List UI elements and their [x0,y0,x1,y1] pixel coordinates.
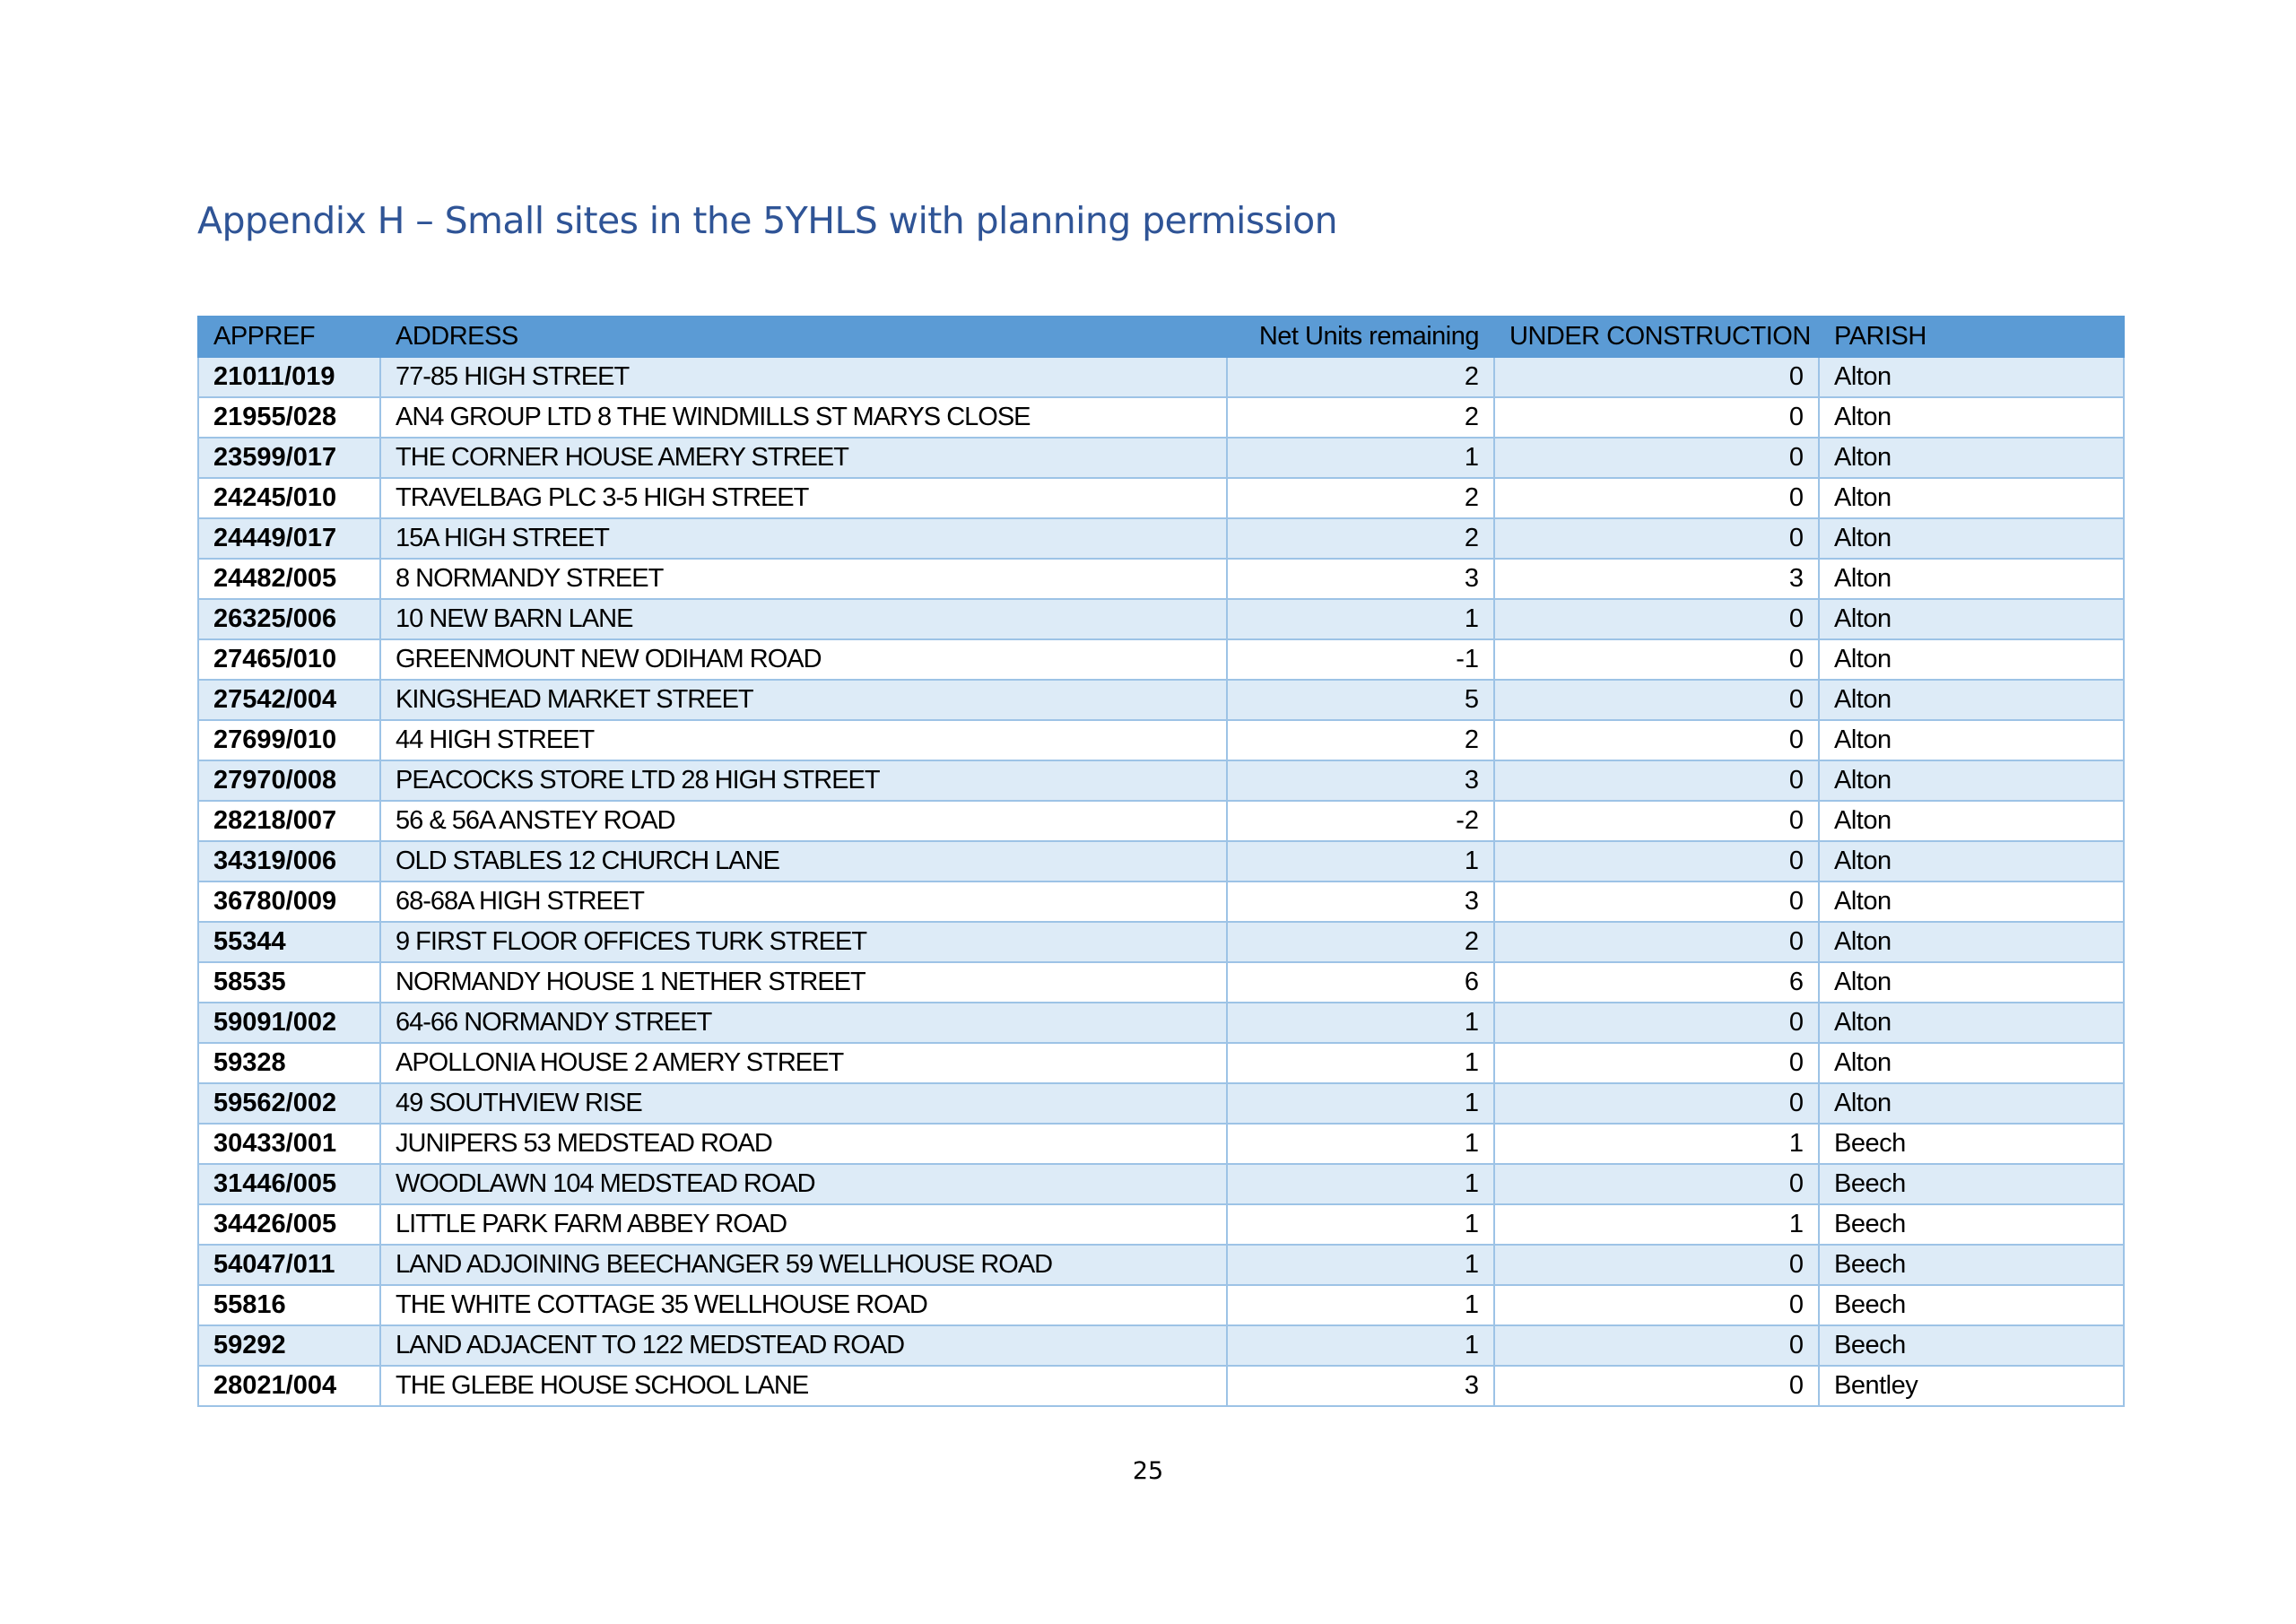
cell-under-construction: 0 [1494,1325,1819,1366]
table-row [198,841,2124,881]
cell-appref: 28218/007 [198,801,380,841]
cell-under-construction: 1 [1494,1204,1819,1245]
cell-parish: Alton [1819,397,2124,438]
cell-parish: Beech [1819,1164,2124,1204]
cell-net-units: 1 [1227,599,1494,639]
cell-address: NORMANDY HOUSE 1 NETHER STREET [380,962,1227,1003]
cell-address: 44 HIGH STREET [380,720,1227,760]
cell-parish: Alton [1819,1043,2124,1083]
cell-net-units: 2 [1227,478,1494,518]
cell-net-units: 2 [1227,357,1494,397]
cell-appref: 24449/017 [198,518,380,559]
cell-address: 68-68A HIGH STREET [380,881,1227,922]
table-row [198,1325,2124,1366]
cell-net-units: 5 [1227,680,1494,720]
cell-parish: Beech [1819,1285,2124,1325]
cell-address: JUNIPERS 53 MEDSTEAD ROAD [380,1124,1227,1164]
cell-address: 64-66 NORMANDY STREET [380,1003,1227,1043]
cell-address: TRAVELBAG PLC 3-5 HIGH STREET [380,478,1227,518]
cell-parish: Alton [1819,760,2124,801]
cell-parish: Alton [1819,881,2124,922]
cell-under-construction: 0 [1494,639,1819,680]
cell-appref: 34426/005 [198,1204,380,1245]
cell-appref: 24482/005 [198,559,380,599]
column-header-appref: APPREF [198,317,380,357]
cell-appref: 55816 [198,1285,380,1325]
cell-address: APOLLONIA HOUSE 2 AMERY STREET [380,1043,1227,1083]
cell-parish: Alton [1819,962,2124,1003]
cell-parish: Beech [1819,1124,2124,1164]
cell-under-construction: 0 [1494,881,1819,922]
cell-parish: Alton [1819,922,2124,962]
table-row [198,680,2124,720]
cell-address: LAND ADJACENT TO 122 MEDSTEAD ROAD [380,1325,1227,1366]
cell-parish: Beech [1819,1204,2124,1245]
cell-under-construction: 0 [1494,1164,1819,1204]
cell-net-units: -1 [1227,639,1494,680]
cell-parish: Alton [1819,357,2124,397]
cell-under-construction: 0 [1494,518,1819,559]
cell-parish: Alton [1819,801,2124,841]
cell-net-units: 1 [1227,1285,1494,1325]
cell-under-construction: 0 [1494,801,1819,841]
table-row [198,357,2124,397]
cell-appref: 27542/004 [198,680,380,720]
cell-address: 9 FIRST FLOOR OFFICES TURK STREET [380,922,1227,962]
cell-address: 49 SOUTHVIEW RISE [380,1083,1227,1124]
cell-parish: Alton [1819,1083,2124,1124]
cell-under-construction: 0 [1494,680,1819,720]
cell-parish: Beech [1819,1325,2124,1366]
cell-appref: 36780/009 [198,881,380,922]
cell-net-units: 3 [1227,1366,1494,1406]
cell-under-construction: 0 [1494,760,1819,801]
cell-address: 56 & 56A ANSTEY ROAD [380,801,1227,841]
table-row [198,518,2124,559]
cell-under-construction: 0 [1494,841,1819,881]
cell-net-units: -2 [1227,801,1494,841]
cell-address: THE WHITE COTTAGE 35 WELLHOUSE ROAD [380,1285,1227,1325]
cell-appref: 59328 [198,1043,380,1083]
cell-net-units: 1 [1227,438,1494,478]
cell-address: LAND ADJOINING BEECHANGER 59 WELLHOUSE ROAD [380,1245,1227,1285]
cell-parish: Alton [1819,639,2124,680]
cell-under-construction: 0 [1494,1003,1819,1043]
table-row [198,1124,2124,1164]
cell-appref: 27465/010 [198,639,380,680]
cell-appref: 26325/006 [198,599,380,639]
column-header-address: ADDRESS [380,317,1227,357]
cell-appref: 55344 [198,922,380,962]
cell-address: 8 NORMANDY STREET [380,559,1227,599]
table-row [198,438,2124,478]
cell-under-construction: 0 [1494,397,1819,438]
cell-address: LITTLE PARK FARM ABBEY ROAD [380,1204,1227,1245]
cell-parish: Alton [1819,599,2124,639]
table-row [198,922,2124,962]
cell-under-construction: 0 [1494,1245,1819,1285]
table-header-row [198,317,2124,357]
table-row [198,1164,2124,1204]
cell-parish: Alton [1819,720,2124,760]
table-row [198,962,2124,1003]
table-row [198,1003,2124,1043]
cell-net-units: 1 [1227,1245,1494,1285]
cell-under-construction: 6 [1494,962,1819,1003]
cell-address: THE GLEBE HOUSE SCHOOL LANE [380,1366,1227,1406]
cell-net-units: 2 [1227,922,1494,962]
cell-net-units: 6 [1227,962,1494,1003]
cell-under-construction: 0 [1494,357,1819,397]
cell-address: GREENMOUNT NEW ODIHAM ROAD [380,639,1227,680]
cell-appref: 59091/002 [198,1003,380,1043]
cell-address: WOODLAWN 104 MEDSTEAD ROAD [380,1164,1227,1204]
table-row [198,1043,2124,1083]
cell-address: THE CORNER HOUSE AMERY STREET [380,438,1227,478]
cell-address: 15A HIGH STREET [380,518,1227,559]
cell-address: PEACOCKS STORE LTD 28 HIGH STREET [380,760,1227,801]
cell-appref: 27970/008 [198,760,380,801]
table-row [198,1285,2124,1325]
cell-net-units: 1 [1227,1204,1494,1245]
cell-net-units: 3 [1227,881,1494,922]
cell-address: AN4 GROUP LTD 8 THE WINDMILLS ST MARYS CLOSE [380,397,1227,438]
cell-parish: Alton [1819,478,2124,518]
cell-net-units: 1 [1227,1164,1494,1204]
cell-net-units: 1 [1227,1083,1494,1124]
cell-appref: 34319/006 [198,841,380,881]
table-row [198,1366,2124,1406]
table-row [198,760,2124,801]
cell-under-construction: 0 [1494,1043,1819,1083]
cell-appref: 54047/011 [198,1245,380,1285]
cell-under-construction: 0 [1494,478,1819,518]
cell-parish: Alton [1819,680,2124,720]
cell-under-construction: 0 [1494,599,1819,639]
cell-under-construction: 0 [1494,720,1819,760]
table-row [198,1083,2124,1124]
cell-appref: 59562/002 [198,1083,380,1124]
cell-parish: Alton [1819,559,2124,599]
cell-address: 77-85 HIGH STREET [380,357,1227,397]
cell-net-units: 2 [1227,518,1494,559]
table-row [198,801,2124,841]
cell-address: 10 NEW BARN LANE [380,599,1227,639]
cell-net-units: 2 [1227,397,1494,438]
table-row [198,478,2124,518]
cell-under-construction: 0 [1494,922,1819,962]
cell-appref: 21955/028 [198,397,380,438]
cell-under-construction: 3 [1494,559,1819,599]
table-row [198,1245,2124,1285]
column-header-parish: PARISH [1819,317,2124,357]
column-header-under-construction: UNDER CONSTRUCTION [1494,317,1819,357]
cell-net-units: 1 [1227,1124,1494,1164]
cell-address: OLD STABLES 12 CHURCH LANE [380,841,1227,881]
cell-net-units: 1 [1227,1043,1494,1083]
cell-appref: 21011/019 [198,357,380,397]
cell-appref: 31446/005 [198,1164,380,1204]
cell-under-construction: 0 [1494,438,1819,478]
cell-under-construction: 0 [1494,1285,1819,1325]
page-title: Appendix H – Small sites in the 5YHLS with planning permission [197,199,1338,242]
cell-net-units: 2 [1227,720,1494,760]
cell-parish: Alton [1819,1003,2124,1043]
cell-appref: 24245/010 [198,478,380,518]
cell-net-units: 1 [1227,1325,1494,1366]
cell-appref: 58535 [198,962,380,1003]
cell-under-construction: 0 [1494,1083,1819,1124]
cell-net-units: 3 [1227,559,1494,599]
cell-appref: 30433/001 [198,1124,380,1164]
small-sites-table [197,316,2125,1407]
cell-parish: Beech [1819,1245,2124,1285]
cell-under-construction: 0 [1494,1366,1819,1406]
table-body [198,357,2124,1406]
table-row [198,397,2124,438]
table-row [198,559,2124,599]
table-row [198,881,2124,922]
table-row [198,720,2124,760]
cell-parish: Alton [1819,841,2124,881]
cell-appref: 59292 [198,1325,380,1366]
cell-parish: Bentley [1819,1366,2124,1406]
cell-under-construction: 1 [1494,1124,1819,1164]
column-header-net-units: Net Units remaining [1227,317,1494,357]
cell-net-units: 3 [1227,760,1494,801]
table-row [198,639,2124,680]
cell-parish: Alton [1819,438,2124,478]
cell-net-units: 1 [1227,1003,1494,1043]
table-row [198,1204,2124,1245]
cell-appref: 28021/004 [198,1366,380,1406]
cell-appref: 27699/010 [198,720,380,760]
cell-address: KINGSHEAD MARKET STREET [380,680,1227,720]
cell-net-units: 1 [1227,841,1494,881]
table-row [198,599,2124,639]
cell-appref: 23599/017 [198,438,380,478]
cell-parish: Alton [1819,518,2124,559]
page-number: 25 [1132,1457,1164,1485]
